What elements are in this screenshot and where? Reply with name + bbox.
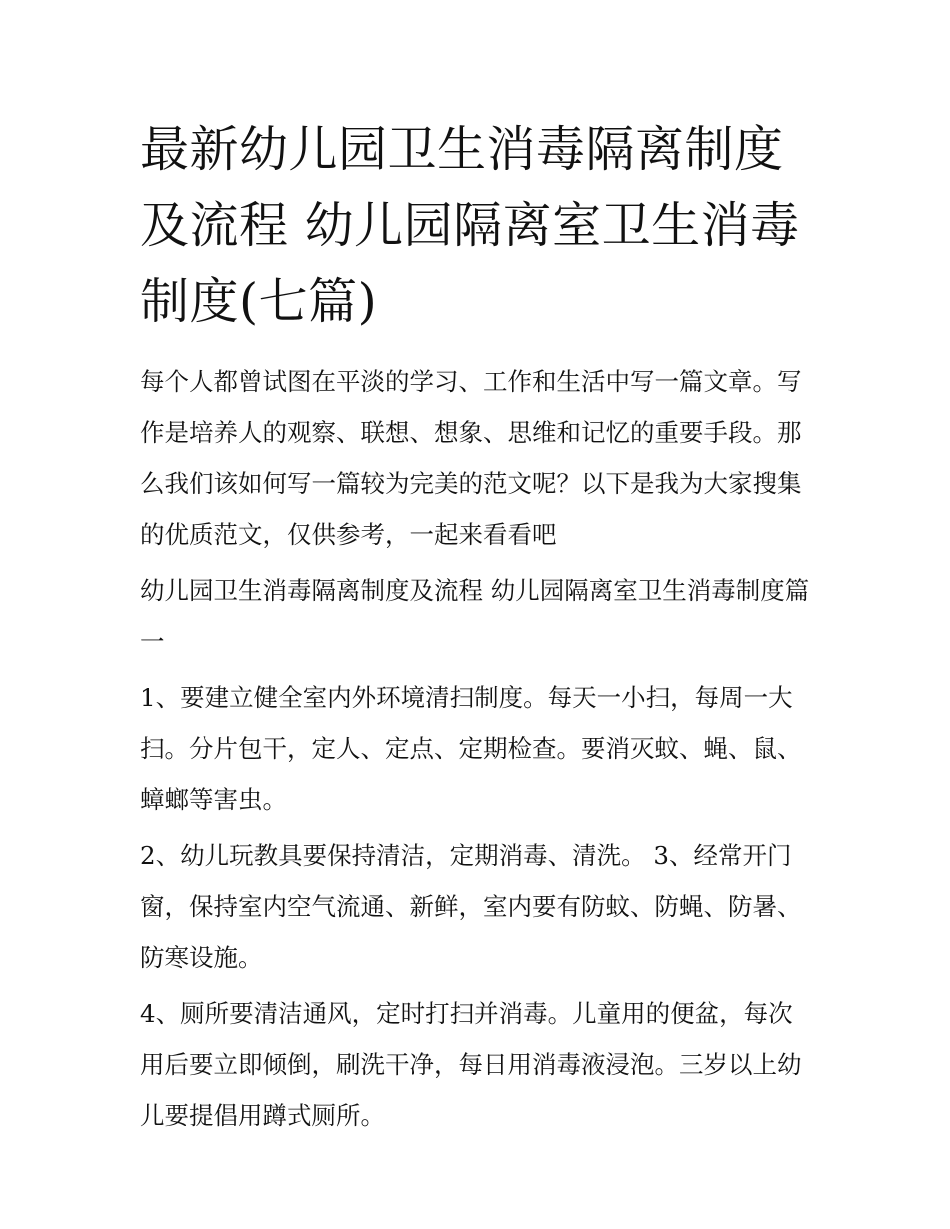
section-heading: 幼儿园卫生消毒隔离制度及流程 幼儿园隔离室卫生消毒制度篇一 <box>140 576 810 656</box>
document-body <box>140 112 815 1141</box>
paragraph-3: 4、厕所要清洁通风，定时打扫并消毒。儿童用的便盆，每次用后要立即倾倒，刷洗干净，每日用消毒液浸泡。三岁以上幼儿要提倡用蹲式厕所。 <box>140 999 802 1130</box>
paragraph-2: 2、幼儿玩教具要保持清洁，定期消毒、清洗。 3、经常开门窗，保持室内空气流通、新鲜，室内要有防蚊、防蝇、防暑、防寒设施。 <box>140 841 802 972</box>
intro-paragraph: 每个人都曾试图在平淡的学习、工作和生活中写一篇文章。写作是培养人的观察、联想、想象、思维和记忆的重要手段。那么我们该如何写一篇较为完美的范文呢？以下是我为大家搜集的优质范文，仅供参考，一起来看看吧 <box>140 367 802 549</box>
paragraph-1: 1、要建立健全室内外环境清扫制度。每天一小扫，每周一大扫。分片包干，定人、定点、定期检查。要消灭蚊、蝇、鼠、蟑螂等害虫。 <box>140 683 802 814</box>
document-title: 最新幼儿园卫生消毒隔离制度及流程 幼儿园隔离室卫生消毒制度(七篇) <box>140 121 800 330</box>
